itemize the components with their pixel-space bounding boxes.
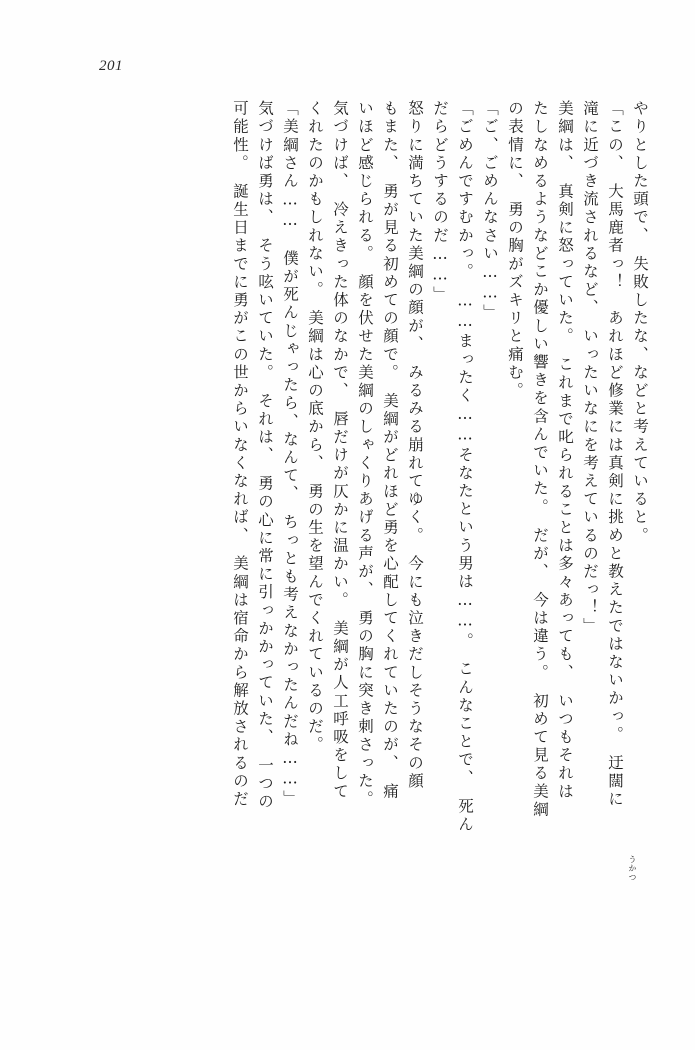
text-column: 気づけば、 冷えきった体のなかで、 唇だけが仄かに温かい。 美綱が人工呼吸をして [331, 100, 349, 801]
text-column: もまた、 勇が見る初めての顔で。 美綱がどれほど勇を心配してくれていたのが、 痛 [381, 100, 399, 801]
text-column: の表情に、 勇の胸がズキリと痛む。 [506, 100, 524, 400]
text-column: 「美綱さん…… 僕が死んじゃったら、なんて、 ちっとも考えなかったんだね……」 [281, 100, 299, 809]
text-column: たしなめるようなどこか優しい響きを含んでいた。 だが、 今は違う。 初めて見る美綱 [531, 100, 549, 819]
text-column: 気づけば勇は、 そう呟いていた。 それは、 勇の心に常に引っかかっていた、 一つの [256, 100, 274, 812]
text-column: 滝に近づき流されるなど、 いったいなにを考えているのだっ！」 [581, 100, 599, 636]
text-column: 「ご、ごめんなさい……」 [481, 100, 499, 323]
text-column: 可能性。 誕生日までに勇がこの世からいなくなれば、 美綱は宿命から解放されるのだ [231, 100, 249, 809]
text-column: くれたのかもしれない。 美綱は心の底から、 勇の生を望んでくれているのだ。 [306, 100, 324, 755]
ruby-annotation: うかつ [628, 855, 637, 882]
text-column: 「ごめんですむかっ。 ……まったく……そなたという男は……。 こんなことで、 死ん [456, 100, 474, 834]
vertical-text-body [87, 100, 647, 962]
text-column: 怒りに満ちていた美綱の顔が、 みるみる崩れてゆく。 今にも泣きだしそうなその顔 [406, 100, 424, 791]
page-number: 201 [99, 58, 123, 74]
text-column: いほど感じられる。 顔を伏せた美綱のしゃくりあげる声が、 勇の胸に突き刺さった。 [356, 100, 374, 809]
text-column: 美綱は、 真剣に怒っていた。 これまで叱られることは多々あっても、 いつもそれは [556, 100, 574, 801]
text-column: やりとした頭で、 失敗したな、などと考えていると。 [631, 100, 649, 545]
text-column: 「この、 大馬鹿者っ！ あれほど修業には真剣に挑めと教えたではないかっ。 迂闊に [606, 100, 624, 809]
text-column: だらどうするのだ……」 [431, 100, 449, 305]
